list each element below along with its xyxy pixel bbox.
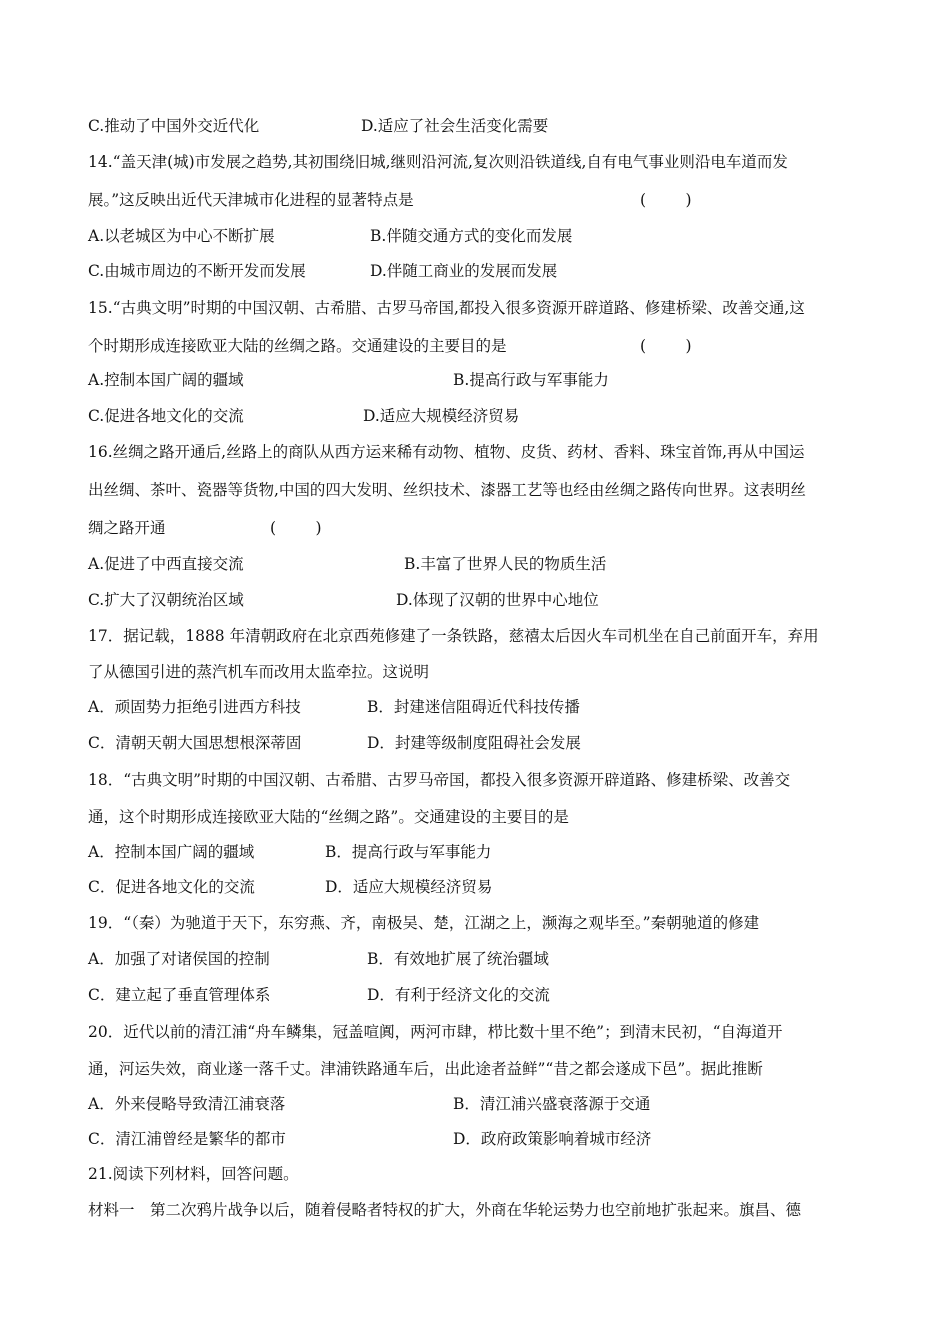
q19-stem-line1: 19．“（秦）为驰道于天下，东穷燕、齐，南极吴、楚，江湖之上，濒海之观毕至。”秦朝驰道的修建 — [88, 914, 760, 932]
q18-option-c: C．促进各地文化的交流 — [88, 878, 255, 896]
q16-answer-paren: ( ) — [270, 519, 322, 537]
q20-option-d: D．政府政策影响着城市经济 — [453, 1130, 652, 1148]
q18-option-b: B．提高行政与军事能力 — [325, 843, 492, 861]
q19-option-b: B．有效地扩展了统治疆域 — [367, 950, 549, 968]
q20-option-c: C．清江浦曾经是繁华的都市 — [88, 1130, 286, 1148]
q21-material-line1: 材料一 第二次鸦片战争以后，随着侵略者特权的扩大，外商在华轮运势力也空前地扩张起来。旗昌、德 — [88, 1201, 802, 1219]
q19-option-a: A．加强了对诸侯国的控制 — [88, 950, 270, 968]
q14-option-a: A.以老城区为中心不断扩展 — [88, 227, 275, 245]
q13-option-d: D.适应了社会生活变化需要 — [361, 117, 549, 135]
q20-stem-line1: 20．近代以前的清江浦“舟车鳞集，冠盖喧阗，两河市肆，栉比数十里不绝”；到清末民初，“自海道开 — [88, 1023, 783, 1041]
q16-stem-line3: 绸之路开通 ( ) — [88, 519, 322, 537]
q19-option-d: D．有利于经济文化的交流 — [367, 986, 550, 1004]
q15-option-c: C.促进各地文化的交流 — [88, 407, 244, 425]
q16-stem-line1: 16.丝绸之路开通后,丝路上的商队从西方运来稀有动物、植物、皮货、药材、香料、珠宝首饰,再从中国运 — [88, 443, 805, 461]
q18-option-d: D．适应大规模经济贸易 — [325, 878, 493, 896]
q20-stem-line2: 通，河运失效，商业遂一落千丈。津浦铁路通车后，出此途者益鲜”“昔之都会遂成下邑”。据此推断 — [88, 1060, 763, 1078]
q19-option-c: C．建立起了垂直管理体系 — [88, 986, 271, 1004]
q14-stem-line1: 14.“盖天津(城)市发展之趋势,其初围绕旧城,继则沿河流,复次则沿铁道线,自有电气事业则沿电车道而发 — [88, 153, 788, 171]
q15-stem-line2: 个时期形成连接欧亚大陆的丝绸之路。交通建设的主要目的是 ( ) — [88, 337, 692, 355]
q15-option-b: B.提高行政与军事能力 — [453, 371, 609, 389]
q16-option-a: A.促进了中西直接交流 — [88, 555, 244, 573]
q18-option-a: A．控制本国广阔的疆域 — [88, 843, 255, 861]
q16-option-d: D.体现了汉朝的世界中心地位 — [396, 591, 599, 609]
q14-option-d: D.伴随工商业的发展而发展 — [370, 262, 558, 280]
q14-answer-paren: ( ) — [640, 191, 692, 209]
q21-stem-line1: 21.阅读下列材料，回答问题。 — [88, 1165, 299, 1183]
q18-stem-line1: 18．“古典文明”时期的中国汉朝、古希腊、古罗马帝国，都投入很多资源开辟道路、修建桥梁、改善交 — [88, 771, 791, 789]
q14-option-b: B.伴随交通方式的变化而发展 — [370, 227, 573, 245]
q16-option-b: B.丰富了世界人民的物质生活 — [404, 555, 607, 573]
q16-stem-line2: 出丝绸、茶叶、瓷器等货物,中国的四大发明、丝织技术、漆器工艺等也经由丝绸之路传向世界。这表明丝 — [88, 481, 806, 499]
q20-option-a: A．外来侵略导致清江浦衰落 — [88, 1095, 286, 1113]
q15-stem-line1: 15.“古典文明”时期的中国汉朝、古希腊、古罗马帝国,都投入很多资源开辟道路、修建桥梁、改善交通,这 — [88, 299, 805, 317]
q16-option-c: C.扩大了汉朝统治区域 — [88, 591, 244, 609]
q17-stem-line2: 了从德国引进的蒸汽机车而改用太监牵拉。这说明 — [88, 663, 430, 681]
q17-stem-line1: 17．据记载，1888 年清朝政府在北京西苑修建了一条铁路，慈禧太后因火车司机坐在自己前面开车，弃用 — [88, 627, 819, 645]
q13-option-c: C.推动了中国外交近代化 — [88, 117, 260, 135]
q14-option-c: C.由城市周边的不断开发而发展 — [88, 262, 306, 280]
q15-answer-paren: ( ) — [640, 337, 692, 355]
q14-stem-line2: 展。”这反映出近代天津城市化进程的显著特点是 ( ) — [88, 191, 692, 209]
q17-option-c: C．清朝天朝大国思想根深蒂固 — [88, 734, 302, 752]
q17-option-b: B．封建迷信阻碍近代科技传播 — [367, 698, 580, 716]
q20-option-b: B．清江浦兴盛衰落源于交通 — [453, 1095, 651, 1113]
q17-option-d: D．封建等级制度阻碍社会发展 — [367, 734, 581, 752]
q18-stem-line2: 通，这个时期形成连接欧亚大陆的“丝绸之路”。交通建设的主要目的是 — [88, 808, 569, 826]
q15-option-a: A.控制本国广阔的疆域 — [88, 371, 244, 389]
q17-option-a: A．顽固势力拒绝引进西方科技 — [88, 698, 301, 716]
q15-option-d: D.适应大规模经济贸易 — [363, 407, 520, 425]
